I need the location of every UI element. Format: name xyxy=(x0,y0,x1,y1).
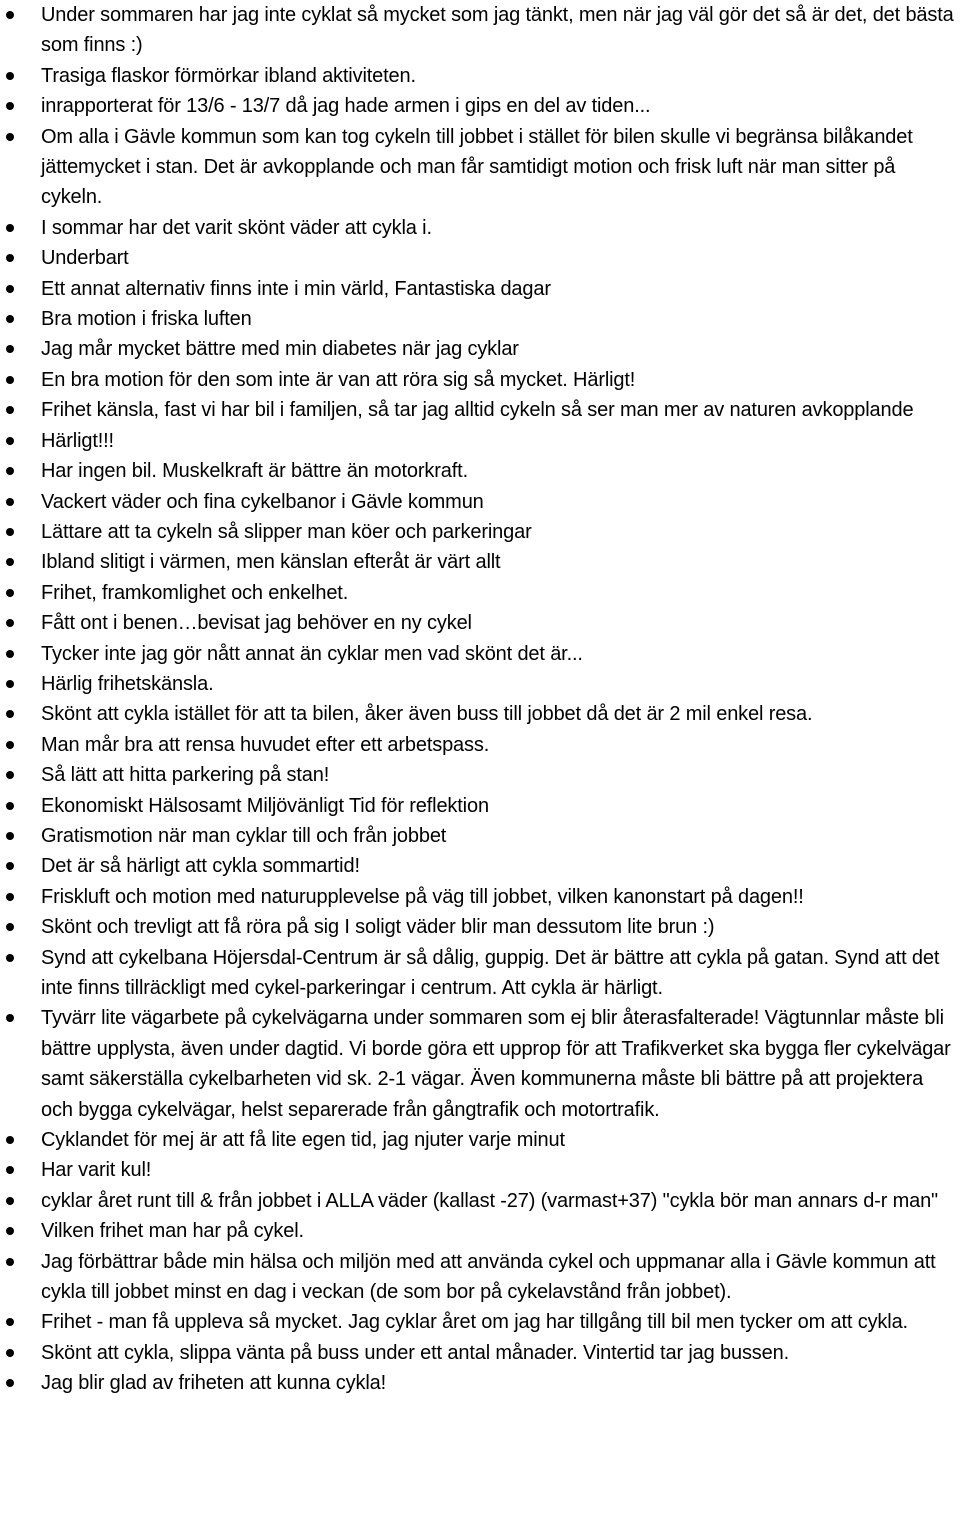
list-item-text: Tyvärr lite vägarbete på cykelvägarna under sommaren som ej blir återasfalterade! Vägtunnlar måste bli bättre upplysta, även under dagtid. Vi borde göra ett upprop för att Trafikverket ska bygga fler cykelvägar samt säkerställa cykelbarheten vid sk. 2-1 vägar. Även kommunerna måste bli bättre på att projektera och bygga cykelvägar, helst separerade från gångtrafik och motortrafik. xyxy=(41,1007,951,1121)
bullet-icon xyxy=(6,1349,14,1357)
list-item xyxy=(0,213,960,243)
list-item-text: Skönt och trevligt att få röra på sig I soligt väder blir man dessutom lite brun :) xyxy=(41,916,715,939)
list-item xyxy=(0,1125,960,1155)
bullet-icon xyxy=(6,1227,14,1235)
list-item xyxy=(0,365,960,395)
list-item-text: Skönt att cykla, slippa vänta på buss under ett antal månader. Vintertid tar jag bussen. xyxy=(41,1341,790,1364)
bullet-icon xyxy=(6,1379,14,1387)
bullet-icon xyxy=(6,619,14,627)
list-item xyxy=(0,943,960,1004)
list-item-text: Frihet känsla, fast vi har bil i familjen, så tar jag alltid cykeln så ser man mer av naturen avkopplande xyxy=(41,399,914,422)
list-item xyxy=(0,395,960,425)
list-item-text: Man mår bra att rensa huvudet efter ett arbetspass. xyxy=(41,733,490,756)
list-item-text: Lättare att ta cykeln så slipper man köer och parkeringar xyxy=(41,520,532,543)
list-item xyxy=(0,851,960,881)
bullet-icon xyxy=(6,72,14,80)
list-item-text: Har varit kul! xyxy=(41,1159,152,1182)
list-item-text: Friskluft och motion med naturupplevelse på väg till jobbet, vilken kanonstart på dagen!! xyxy=(41,885,804,908)
list-item xyxy=(0,1247,960,1308)
bullet-icon xyxy=(6,254,14,262)
list-item xyxy=(0,1155,960,1185)
list-item xyxy=(0,547,960,577)
bullet-icon xyxy=(6,224,14,232)
list-item-text: Underbart xyxy=(41,247,129,270)
list-item xyxy=(0,1003,960,1125)
bullet-icon xyxy=(6,710,14,718)
list-item-text: Cyklandet för mej är att få lite egen tid, jag njuter varje minut xyxy=(41,1129,565,1152)
list-item-text: Synd att cykelbana Höjersdal-Centrum är så dålig, guppig. Det är bättre att cykla på gatan. Synd att det inte finns tillräckligt med cykel-parkeringar i centrum. Att cykla är härligt. xyxy=(41,946,940,999)
bullet-icon xyxy=(6,680,14,688)
list-item-text: Härlig frihetskänsla. xyxy=(41,672,214,695)
bullet-icon xyxy=(6,862,14,870)
list-item-text: Jag mår mycket bättre med min diabetes när jag cyklar xyxy=(41,338,519,361)
bullet-icon xyxy=(6,832,14,840)
bullet-icon xyxy=(6,741,14,749)
list-item xyxy=(0,1338,960,1368)
bullet-icon xyxy=(6,954,14,962)
bullet-icon xyxy=(6,102,14,110)
bullet-icon xyxy=(6,1197,14,1205)
list-item xyxy=(0,487,960,517)
list-item xyxy=(0,334,960,364)
list-item xyxy=(0,426,960,456)
list-item-text: Gratismotion när man cyklar till och från jobbet xyxy=(41,824,447,847)
list-item xyxy=(0,1186,960,1216)
list-item-text: En bra motion för den som inte är van att röra sig så mycket. Härligt! xyxy=(41,368,636,391)
list-item-text: Fått ont i benen…bevisat jag behöver en ny cykel xyxy=(41,612,472,635)
list-item xyxy=(0,1216,960,1246)
list-item-text: cyklar året runt till & från jobbet i ALLA väder (kallast -27) (varmast+37) "cykla bör man annars d-r man" xyxy=(41,1189,939,1212)
bullet-icon xyxy=(6,1136,14,1144)
list-item-text: Det är så härligt att cykla sommartid! xyxy=(41,855,360,878)
list-item xyxy=(0,882,960,912)
list-item-text: Frihet, framkomlighet och enkelhet. xyxy=(41,581,349,604)
bullet-icon xyxy=(6,1318,14,1326)
list-item xyxy=(0,274,960,304)
bullet-icon xyxy=(6,467,14,475)
list-item-text: Skönt att cykla istället för att ta bilen, åker även buss till jobbet då det är 2 mil enkel resa. xyxy=(41,703,813,726)
list-item-text: Om alla i Gävle kommun som kan tog cykeln till jobbet i stället för bilen skulle vi begränsa bilåkandet jättemycket i stan. Det är avkopplande och man får samtidigt motion och frisk luft när man sitter på cykeln. xyxy=(41,125,913,209)
list-item-text: Ekonomiskt Hälsosamt Miljövänligt Tid för reflektion xyxy=(41,794,489,817)
list-item xyxy=(0,1368,960,1398)
list-item-text: Trasiga flaskor förmörkar ibland aktiviteten. xyxy=(41,64,416,87)
bullet-icon xyxy=(6,923,14,931)
list-item-text: Tycker inte jag gör nått annat än cyklar men vad skönt det är... xyxy=(41,642,583,665)
bullet-icon xyxy=(6,1014,14,1022)
list-item xyxy=(0,608,960,638)
list-item-text: Jag förbättrar både min hälsa och miljön med att använda cykel och uppmanar alla i Gävle kommun att cykla till jobbet minst en dag i veckan (de som bor på cykelavstånd från jobbet). xyxy=(41,1250,936,1304)
bullet-icon xyxy=(6,893,14,901)
bullet-icon xyxy=(6,437,14,445)
list-item-text: Ett annat alternativ finns inte i min värld, Fantastiska dagar xyxy=(41,277,551,300)
list-item xyxy=(0,730,960,760)
list-item xyxy=(0,639,960,669)
list-item-text: inrapporterat för 13/6 - 13/7 då jag hade armen i gips en del av tiden... xyxy=(41,95,651,118)
list-item-text: Har ingen bil. Muskelkraft är bättre än motorkraft. xyxy=(41,460,468,483)
bullet-icon xyxy=(6,376,14,384)
list-item xyxy=(0,1307,960,1337)
bullet-icon xyxy=(6,1166,14,1174)
list-item xyxy=(0,669,960,699)
bullet-icon xyxy=(6,650,14,658)
list-item xyxy=(0,91,960,121)
list-item xyxy=(0,791,960,821)
list-item xyxy=(0,243,960,273)
list-item-text: Så lätt att hitta parkering på stan! xyxy=(41,764,330,787)
list-item xyxy=(0,760,960,790)
bullet-icon xyxy=(6,1258,14,1266)
bullet-icon xyxy=(6,802,14,810)
list-item-text: Bra motion i friska luften xyxy=(41,308,252,331)
bullet-icon xyxy=(6,345,14,353)
bullet-icon xyxy=(6,315,14,323)
list-item xyxy=(0,578,960,608)
list-item xyxy=(0,912,960,942)
bullet-icon xyxy=(6,528,14,536)
list-item xyxy=(0,122,960,213)
bullet-icon xyxy=(6,771,14,779)
bullet-icon xyxy=(6,285,14,293)
list-item-text: Vackert väder och fina cykelbanor i Gävle kommun xyxy=(41,490,484,513)
list-item-text: Ibland slitigt i värmen, men känslan efteråt är värt allt xyxy=(41,551,501,574)
list-item xyxy=(0,0,960,61)
list-item-text: Jag blir glad av friheten att kunna cykla! xyxy=(41,1372,387,1395)
list-item-text: Vilken frihet man har på cykel. xyxy=(41,1220,304,1243)
bullet-icon xyxy=(6,11,14,19)
bullet-icon xyxy=(6,558,14,566)
list-item-text: I sommar har det varit skönt väder att cykla i. xyxy=(41,216,432,239)
list-item-text: Frihet - man få uppleva så mycket. Jag cyklar året om jag har tillgång till bil men tycker om att cykla. xyxy=(41,1311,908,1334)
list-item xyxy=(0,304,960,334)
list-item-text: Härligt!!! xyxy=(41,429,114,452)
list-item xyxy=(0,517,960,547)
list-item xyxy=(0,821,960,851)
list-item xyxy=(0,699,960,729)
list-item xyxy=(0,456,960,486)
list-item xyxy=(0,61,960,91)
bullet-icon xyxy=(6,589,14,597)
list-item-text: Under sommaren har jag inte cyklat så mycket som jag tänkt, men när jag väl gör det så är det, det bästa som finns :) xyxy=(41,4,954,57)
bullet-icon xyxy=(6,406,14,414)
bullet-icon xyxy=(6,498,14,506)
bullet-icon xyxy=(6,133,14,141)
